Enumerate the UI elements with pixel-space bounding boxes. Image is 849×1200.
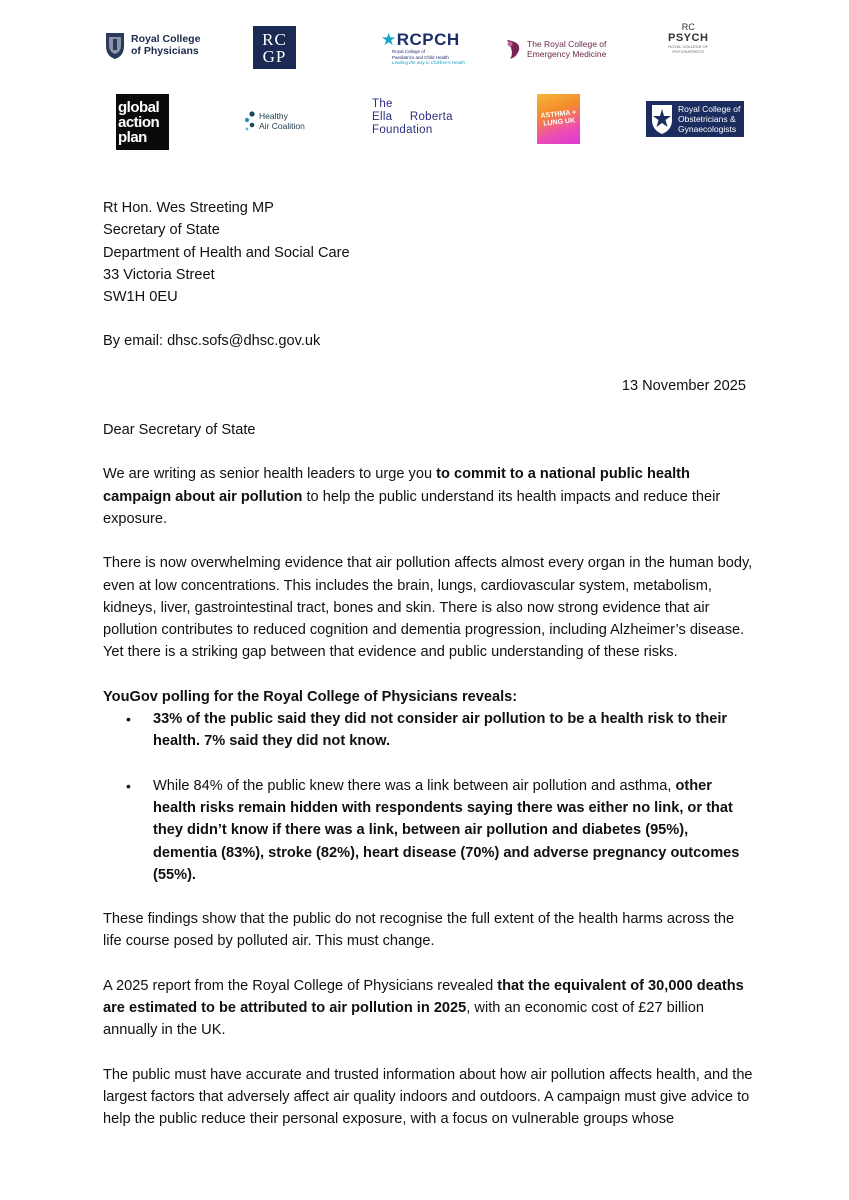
hac-line1: Healthy xyxy=(259,111,288,121)
letter-body xyxy=(103,197,753,1131)
rcem-line1: The Royal College of xyxy=(527,39,607,49)
ella-roberta-foundation-logo xyxy=(372,98,453,137)
list-item xyxy=(153,708,753,753)
erf-line3: Foundation xyxy=(372,124,433,136)
rcp-line1: Royal College xyxy=(131,33,201,45)
list-item xyxy=(153,775,753,886)
gap-line3: plan xyxy=(118,128,147,146)
rcpsych-sub2: PSYCHIATRISTS xyxy=(672,49,704,54)
rcp-line2: of Physicians xyxy=(131,45,199,57)
rcpsych-psych: PSYCH xyxy=(668,32,709,44)
rcpsych-sub1: ROYAL COLLEGE OF xyxy=(668,44,709,49)
logo-banner xyxy=(0,0,849,160)
erf-line2: Ella Roberta xyxy=(372,111,453,123)
rcem-logo xyxy=(505,38,606,60)
para4-text-c: , with an economic cost of £27 billion annually in the UK. xyxy=(103,1000,704,1039)
rcog-line2: Obstetricians & xyxy=(678,114,736,124)
para1-text-a: We are writing as senior health leaders to urge you xyxy=(103,466,437,483)
gap-line2: action xyxy=(118,113,160,131)
asthma-lung-uk-logo xyxy=(537,94,580,144)
rcog-line1: Royal College of xyxy=(678,104,741,114)
letter-date: 13 November 2025 xyxy=(621,377,746,394)
para1-bold: to commit to a national public health campaign about air pollution xyxy=(103,466,690,505)
address-line: Department of Health and Social Care xyxy=(103,244,350,261)
bullet1-text: 33% of the public said they did not consider air pollution to be a health risk to their health. 7% said they did not know. xyxy=(153,711,728,750)
gap-line1: global xyxy=(118,98,160,116)
salutation: Dear Secretary of State xyxy=(103,422,256,439)
rcpch-sub2: Paediatrics and Child Health xyxy=(392,54,449,60)
global-action-plan-logo xyxy=(116,94,169,150)
rcpch-star-icon: ★ xyxy=(381,30,397,49)
para4-text-a: A 2025 report from the Royal College of Physicians revealed xyxy=(103,977,498,994)
rcgp-line2: GP xyxy=(262,46,287,66)
rcp-crest-icon xyxy=(104,30,126,60)
alu-line1: ASTHMA + xyxy=(539,109,577,120)
para4-bold: that the equivalent of 30,000 deaths are estimated to be attributed to air pollution in 2025 xyxy=(103,977,744,1017)
rcpch-logo xyxy=(381,31,465,65)
hac-line2: Air Coalition xyxy=(259,121,305,131)
rcog-logo xyxy=(646,101,744,137)
paragraph-1 xyxy=(103,463,753,530)
para1-text-c: to help the public understand its health impacts and reduce their exposure. xyxy=(103,488,721,527)
address-line: Secretary of State xyxy=(103,222,220,239)
bullet2-text-a: While 84% of the public knew there was a link between air pollution and asthma, xyxy=(153,777,676,794)
paragraph-4 xyxy=(103,975,753,1042)
paragraph-2: There is now overwhelming evidence that air pollution affects almost every organ in the human body, even at low concentrations. This includes the brain, lungs, cardiovascular system, metabolism, kidneys, liver, gastrointestinal tract, bones and skin. There is also now strong evidence that air pollution contributes to reduced cognition and dementia progression, including Alzheimer’s disease. Yet there is a striking gap between that evidence and public understanding of these risks. xyxy=(103,555,753,661)
alu-line2: LUNG UK xyxy=(542,117,576,128)
poll-heading xyxy=(103,686,753,708)
rcog-line3: Gynaecologists xyxy=(678,124,737,134)
hac-dots-icon xyxy=(244,111,256,131)
poll-list xyxy=(103,708,753,886)
address-line: Rt Hon. Wes Streeting MP xyxy=(103,200,274,216)
address-line: 33 Victoria Street xyxy=(103,266,215,283)
rcpch-tagline: Leading the way in Children's Health xyxy=(392,60,465,65)
erf-line1: The xyxy=(372,98,393,110)
paragraph-5: The public must have accurate and trusted information about how air pollution affects health, and the largest factors that adversely affect air quality indoors and outdoors. A campaign must give advice to help the public reduce their personal exposure, with a focus on vulnerable groups whose xyxy=(103,1066,753,1128)
rcpsych-logo xyxy=(668,23,708,54)
rcem-emblem-icon xyxy=(505,38,523,60)
healthy-air-coalition-logo xyxy=(244,111,305,131)
bullet2-bold: other health risks remain hidden with respondents saying there was either no link, or that they didn’t know if there was a link, between air pollution and diabetes (95%), dementia (83%), stroke (82%), heart disease (70%) and adverse pregnancy outcomes (55%). xyxy=(153,777,740,883)
rcpch-sub1: Royal College of xyxy=(392,49,426,54)
rcpch-name: RCPCH xyxy=(396,30,460,49)
rcog-crest-icon xyxy=(650,103,674,135)
rcgp-logo xyxy=(253,26,296,69)
rcem-line2: Emergency Medicine xyxy=(527,49,607,59)
recipient-address xyxy=(103,197,753,308)
address-line: SW1H 0EU xyxy=(103,289,178,306)
paragraph-3: These findings show that the public do not recognise the full extent of the health harms across the life course posed by polluted air. This must change. xyxy=(103,911,735,950)
rcpsych-rc: RC xyxy=(681,22,695,32)
email-line: By email: dhsc.sofs@dhsc.gov.uk xyxy=(103,333,321,350)
poll-heading-text: YouGov polling for the Royal College of Physicians reveals: xyxy=(103,688,518,705)
rcgp-line1: RC xyxy=(262,29,287,49)
rcp-logo xyxy=(104,30,200,60)
